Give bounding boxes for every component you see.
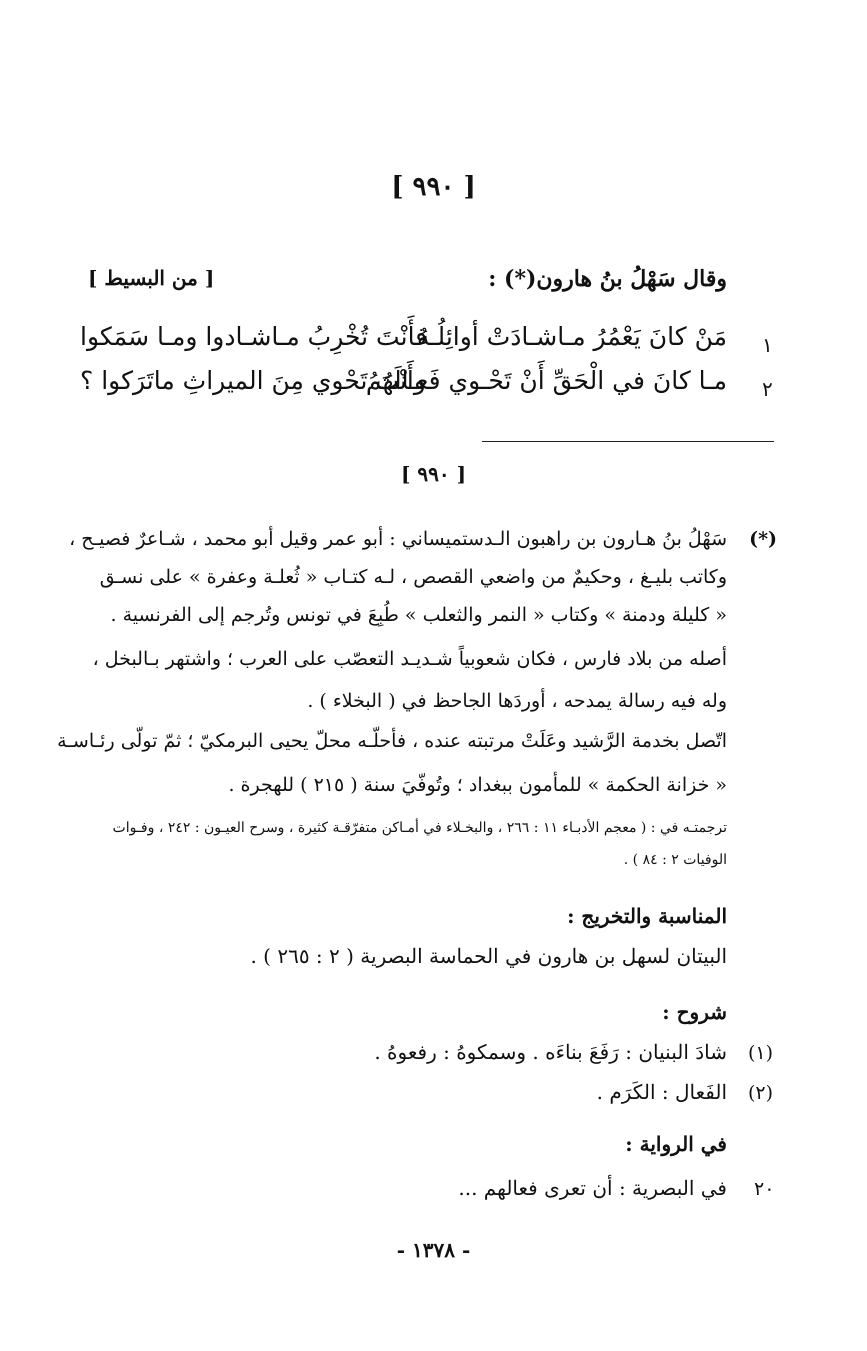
bio-line: اتّصل بخدمة الرَّشيد وعَلَتْ مرتبته عنده ، فأحلّـه محلّ يحيى البرمكيّ ؛ ثمّ تولّى رئـاسـة	[57, 730, 727, 752]
notes-number-heading: [ ٩٩٠ ]	[400, 462, 467, 486]
bio-line: سَهْلُ بنُ هـارون بن راهبون الـدستميساني : أبو عمر وقيل أبو محمد ، شـاعرٌ فصيـح ،	[69, 528, 727, 550]
note-text: شادَ البنيان : رَفَعَ بناءَه . وسمكوهُ : رفعوهُ .	[374, 1040, 727, 1064]
shuruh-heading: شروح :	[662, 1000, 727, 1024]
page-number: - ١٣٧٨ -	[396, 1238, 471, 1262]
bio-line: وله فيه رسالة يمدحه ، أوردَها الجاحظ في ( البخلاء ) .	[307, 690, 727, 712]
verse-second-hemistich: فأَنْتَ تُخْرِبُ مـاشـادوا ومـا سَمَكوا	[80, 322, 428, 351]
munasaba-heading: المناسبة والتخريج :	[567, 904, 727, 928]
riwaya-heading: في الرواية :	[625, 1132, 727, 1156]
verse-first-hemistich: مَنْ كانَ يَعْمُرُ مـاشـادَتْ أوائِلُـهُ	[416, 322, 727, 351]
verse-second-hemistich: وأَنْتَ تَحْوي مِنَ الميراثِ ماتَرَكوا ؟	[80, 366, 426, 395]
verse-number: ١	[762, 333, 773, 357]
note-marker: (٢)	[748, 1082, 774, 1104]
poem-number-heading: [ ٩٩٠ ]	[391, 172, 476, 202]
riwaya-marker: ٢٠	[754, 1178, 775, 1200]
note-text: الفَعال : الكَرَم .	[596, 1080, 727, 1104]
note-marker: (١)	[748, 1042, 774, 1064]
footnote-divider	[482, 441, 774, 442]
source-line: ترجمتـه في : ( معجم الأدبـاء ١١ : ٢٦٦ ، والبخـلاء في أمـاكن متفرّقـة كثيرة ، وسرح العيـون : ٢٤٢ ، وفـوات	[112, 820, 727, 836]
verse-first-hemistich: مـا كانَ في الْحَقِّ أَنْ تَحْـوي فَعـالَهُمُ	[365, 366, 727, 395]
meter-label: [ من البسيط ]	[88, 266, 215, 290]
bio-line: أصله من بلاد فارس ، فكان شعوبياً شـديـد التعصّب على العرب ؛ واشتهر بـالبخل ،	[92, 648, 727, 670]
bio-line: وكاتب بليـغ ، وحكيمٌ من واضعي القصص ، لـه كتـاب « ثُعلـة وعفرة » على نسـق	[99, 566, 727, 588]
bio-line: « كليلة ودمنة » وكتاب « النمر والثعلب » طُبِعَ في تونس وتُرجم إلى الفرنسية .	[110, 604, 727, 626]
source-line: الوفيات ٢ : ٨٤ ) .	[623, 852, 727, 868]
bio-line: « خزانة الحكمة » للمأمون ببغداد ؛ وتُوفّيَ سنة ( ٢١٥ ) للهجرة .	[228, 774, 727, 796]
munasaba-text: البيتان لسهل بن هارون في الحماسة البصرية ( ٢ : ٢٦٥ ) .	[250, 944, 727, 968]
riwaya-text: في البصرية : أن تعرى فعالهم ...	[458, 1176, 727, 1200]
footnote-marker: (*)	[749, 528, 777, 550]
verse-number: ٢	[762, 377, 773, 401]
poem-intro: وقال سَهْلُ بنُ هارون(*) :	[488, 266, 727, 292]
